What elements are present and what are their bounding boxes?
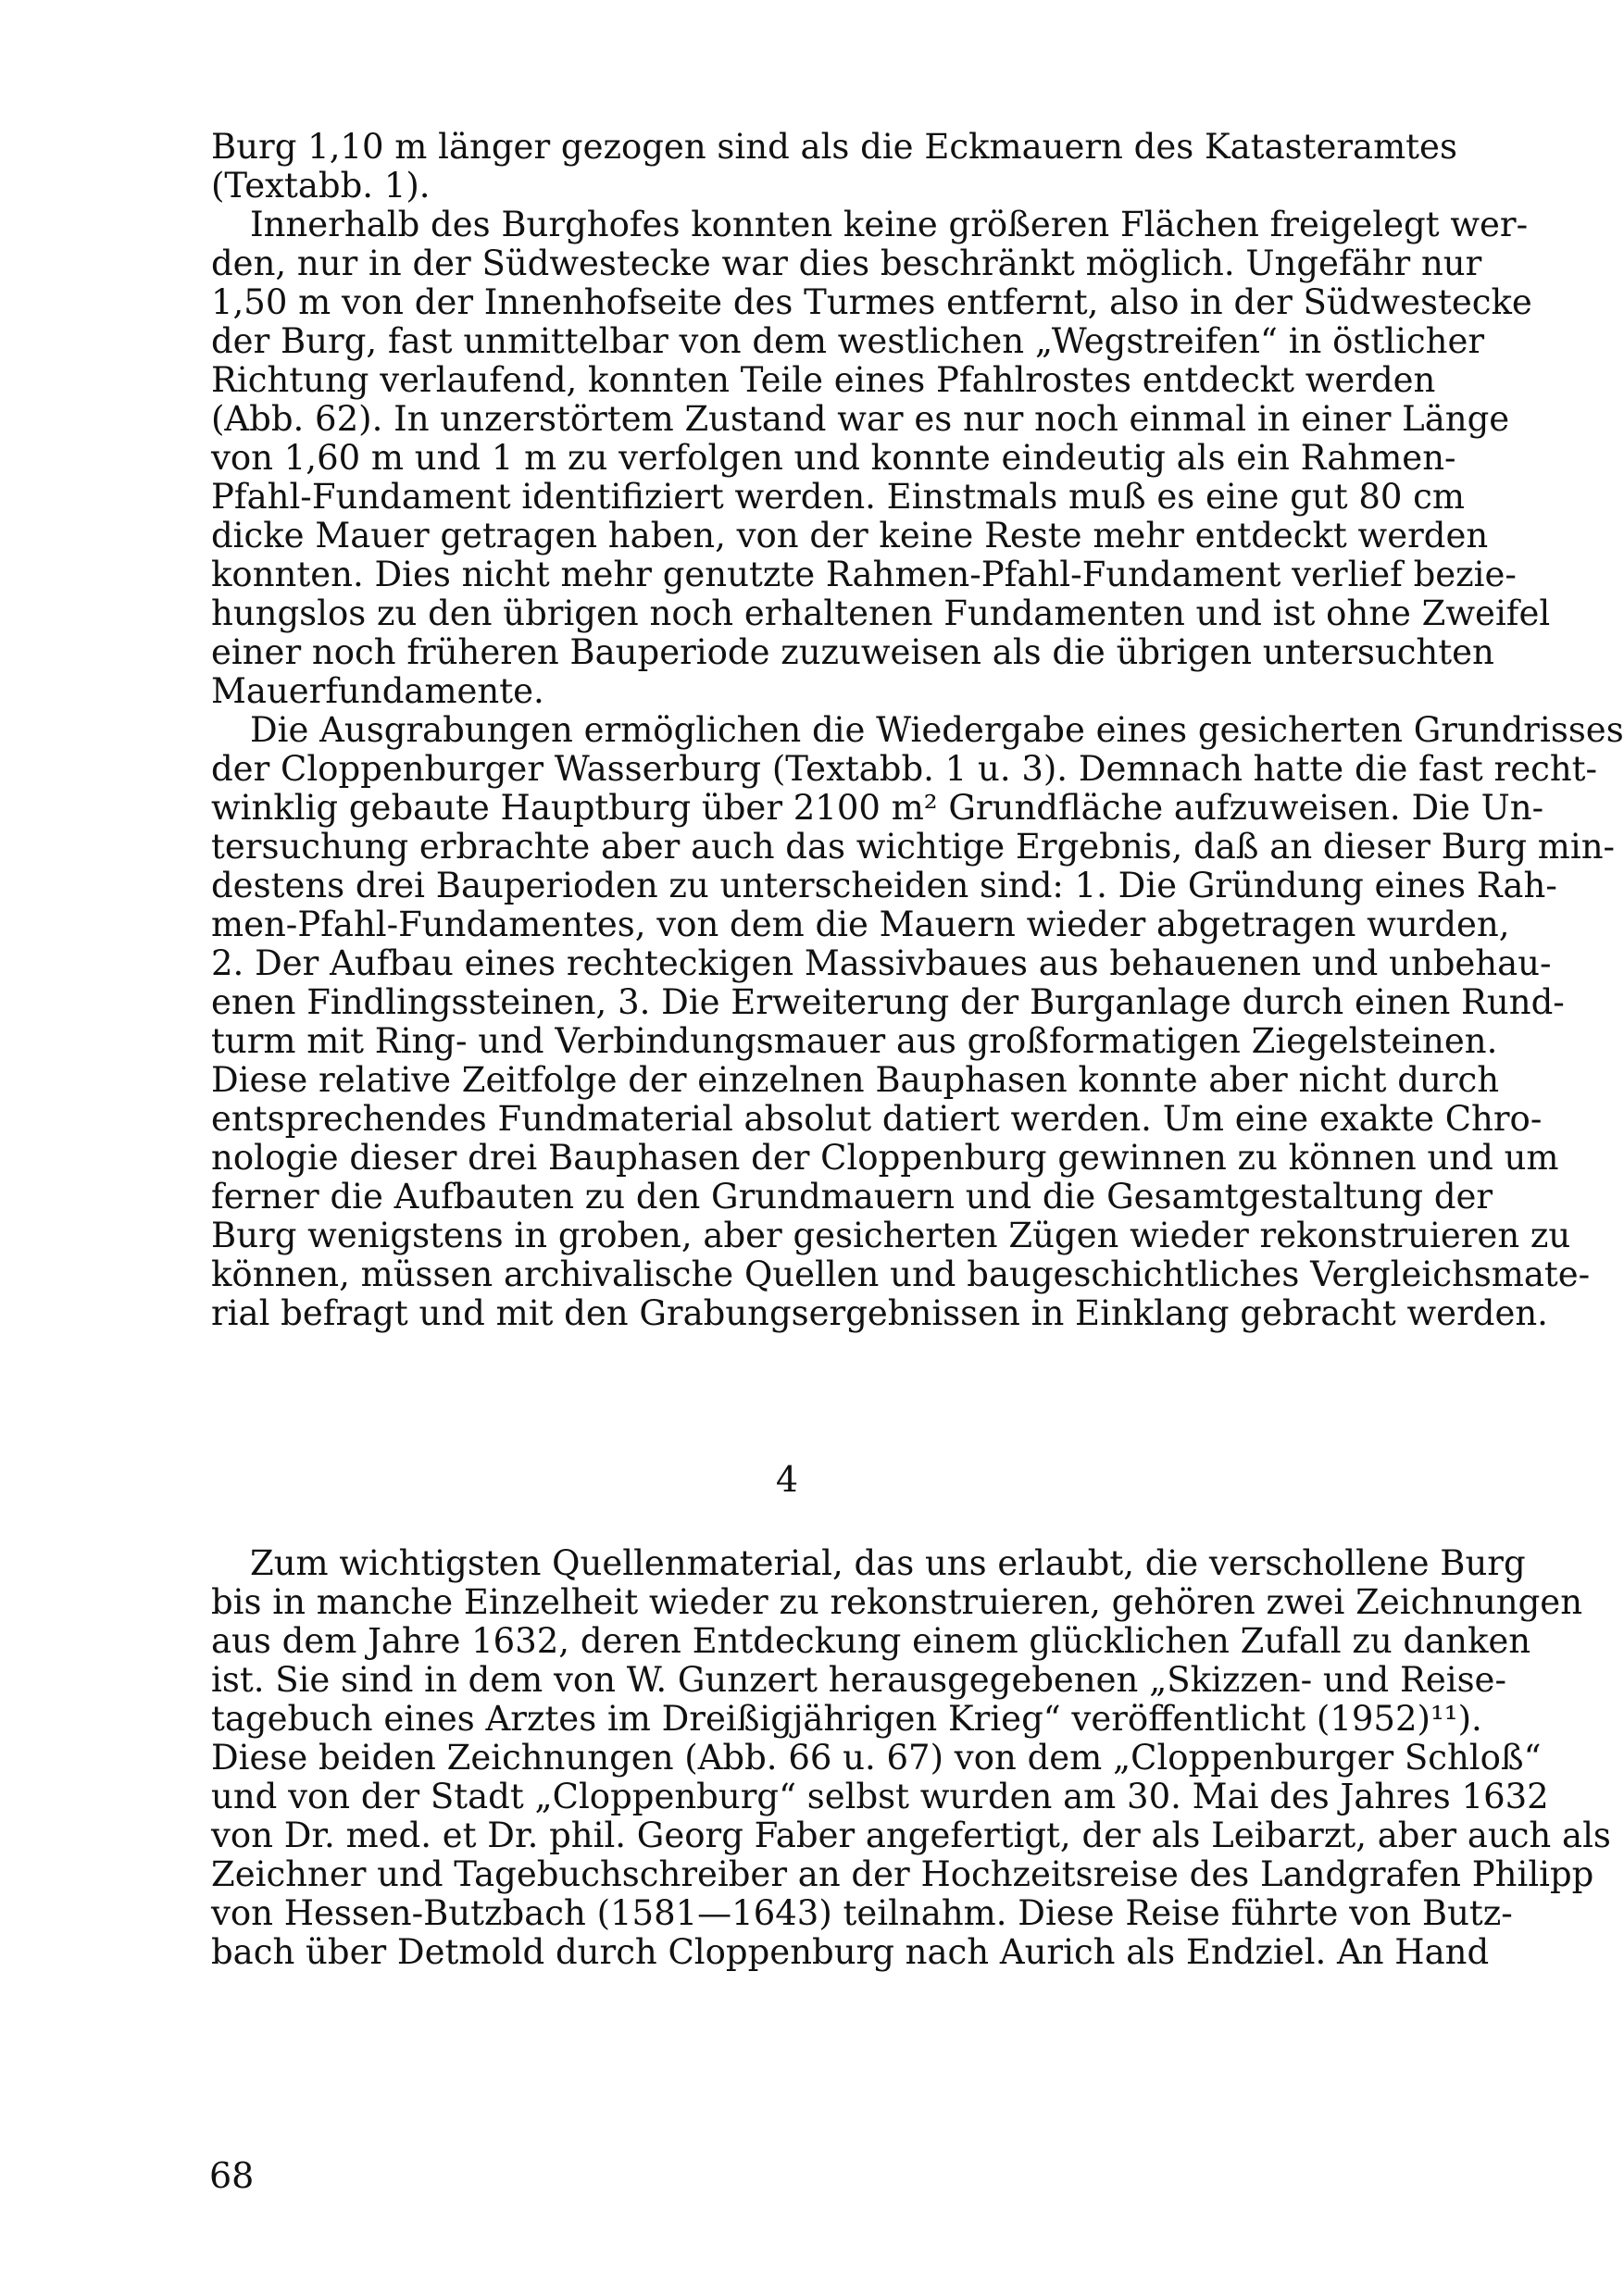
text-line: (Abb. 62). In unzerstörtem Zustand war es nur noch einmal in einer Länge	[211, 399, 1510, 439]
text-line: und von der Stadt „Cloppenburg“ selbst wurden am 30. Mai des Jahres 1632	[211, 1777, 1549, 1816]
text-line: bach über Detmold durch Cloppenburg nach Aurich als Endziel. An Hand	[211, 1932, 1490, 1972]
text-line: Innerhalb des Burghofes konnten keine größeren Flächen freigelegt wer-	[250, 205, 1529, 244]
text-line: rial befragt und mit den Grabungsergebnissen in Einklang gebracht werden.	[211, 1293, 1548, 1333]
text-line: von 1,60 m und 1 m zu verfolgen und konnte eindeutig als ein Rahmen-	[211, 438, 1456, 478]
text-line: ferner die Aufbauten zu den Grundmauern und die Gesamtgestaltung der	[211, 1177, 1493, 1217]
text-line: einer noch früheren Bauperiode zuzuweisen als die übrigen untersuchten	[211, 632, 1494, 672]
text-line: 1,50 m von der Innenhofseite des Turmes entfernt, also in der Südwestecke	[211, 282, 1532, 322]
section-number: 4	[775, 1459, 799, 1500]
text-line: turm mit Ring- und Verbindungsmauer aus großformatigen Ziegelsteinen.	[211, 1021, 1498, 1061]
text-line: der Burg, fast unmittelbar von dem westlichen „Wegstreifen“ in östlicher	[211, 321, 1485, 361]
text-line: bis in manche Einzelheit wieder zu rekonstruieren, gehören zwei Zeichnungen	[211, 1582, 1583, 1622]
text-line: enen Findlingssteinen, 3. Die Erweiterung der Burganlage durch einen Rund-	[211, 982, 1565, 1022]
text-line: 2. Der Aufbau eines rechteckigen Massivbaues aus behauenen und unbehau-	[211, 943, 1552, 983]
text-line: entsprechendes Fundmaterial absolut datiert werden. Um eine exakte Chro-	[211, 1099, 1543, 1139]
text-line: Diese relative Zeitfolge der einzelnen Bauphasen konnte aber nicht durch	[211, 1060, 1500, 1100]
text-line: hungslos zu den übrigen noch erhaltenen Fundamenten und ist ohne Zweifel	[211, 593, 1551, 633]
text-line: Burg wenigstens in groben, aber gesicherten Zügen wieder rekonstruieren zu	[211, 1216, 1571, 1255]
text-line: destens drei Bauperioden zu unterscheiden sind: 1. Die Gründung eines Rah-	[211, 866, 1557, 905]
bottom-text-block	[211, 1543, 1611, 1972]
text-line: der Cloppenburger Wasserburg (Textabb. 1 u. 3). Demnach hatte die fast recht-	[211, 749, 1598, 789]
text-line: Richtung verlaufend, konnten Teile eines Pfahlrostes entdeckt werden	[211, 360, 1436, 400]
page-number: 68	[209, 2155, 255, 2196]
top-text-block	[211, 127, 1624, 1333]
text-line: winklig gebaute Hauptburg über 2100 m² Grundfläche aufzuweisen. Die Un-	[211, 788, 1544, 828]
text-line: tersuchung erbrachte aber auch das wichtige Ergebnis, daß an dieser Burg min-	[211, 827, 1616, 867]
text-line: (Textabb. 1).	[211, 166, 431, 206]
text-line: den, nur in der Südwestecke war dies beschränkt möglich. Ungefähr nur	[211, 243, 1482, 283]
text-line: Burg 1,10 m länger gezogen sind als die Eckmauern des Katasteramtes	[211, 127, 1457, 167]
text-line: von Hessen-Butzbach (1581—1643) teilnahm. Diese Reise führte von Butz-	[211, 1893, 1513, 1933]
text-line: Zum wichtigsten Quellenmaterial, das uns erlaubt, die verschollene Burg	[250, 1543, 1526, 1583]
text-line: können, müssen archivalische Quellen und baugeschichtliches Vergleichsmate-	[211, 1254, 1591, 1294]
text-line: konnten. Dies nicht mehr genutzte Rahmen-Pfahl-Fundament verlief bezie-	[211, 555, 1517, 594]
text-line: aus dem Jahre 1632, deren Entdeckung einem glücklichen Zufall zu danken	[211, 1621, 1531, 1661]
text-line: Diese beiden Zeichnungen (Abb. 66 u. 67) von dem „Cloppenburger Schloß“	[211, 1738, 1542, 1778]
text-line: Die Ausgrabungen ermöglichen die Wiedergabe eines gesicherten Grundrisses	[250, 710, 1624, 750]
text-line: Pfahl-Fundament identifiziert werden. Einstmals muß es eine gut 80 cm	[211, 477, 1465, 517]
text-line: Zeichner und Tagebuchschreiber an der Hochzeitsreise des Landgrafen Philipp	[211, 1854, 1594, 1894]
text-line: tagebuch eines Arztes im Dreißigjährigen Krieg“ veröffentlicht (1952)¹¹).	[211, 1699, 1482, 1739]
text-line: men-Pfahl-Fundamentes, von dem die Mauern wieder abgetragen wurden,	[211, 905, 1510, 944]
text-line: Mauerfundamente.	[211, 671, 544, 711]
text-line: dicke Mauer getragen haben, von der keine Reste mehr entdeckt werden	[211, 516, 1489, 555]
text-line: ist. Sie sind in dem von W. Gunzert herausgegebenen „Skizzen- und Reise-	[211, 1660, 1506, 1700]
text-line: von Dr. med. et Dr. phil. Georg Faber angefertigt, der als Leibarzt, aber auch als	[211, 1816, 1611, 1855]
text-line: nologie dieser drei Bauphasen der Cloppenburg gewinnen zu können und um	[211, 1138, 1559, 1178]
